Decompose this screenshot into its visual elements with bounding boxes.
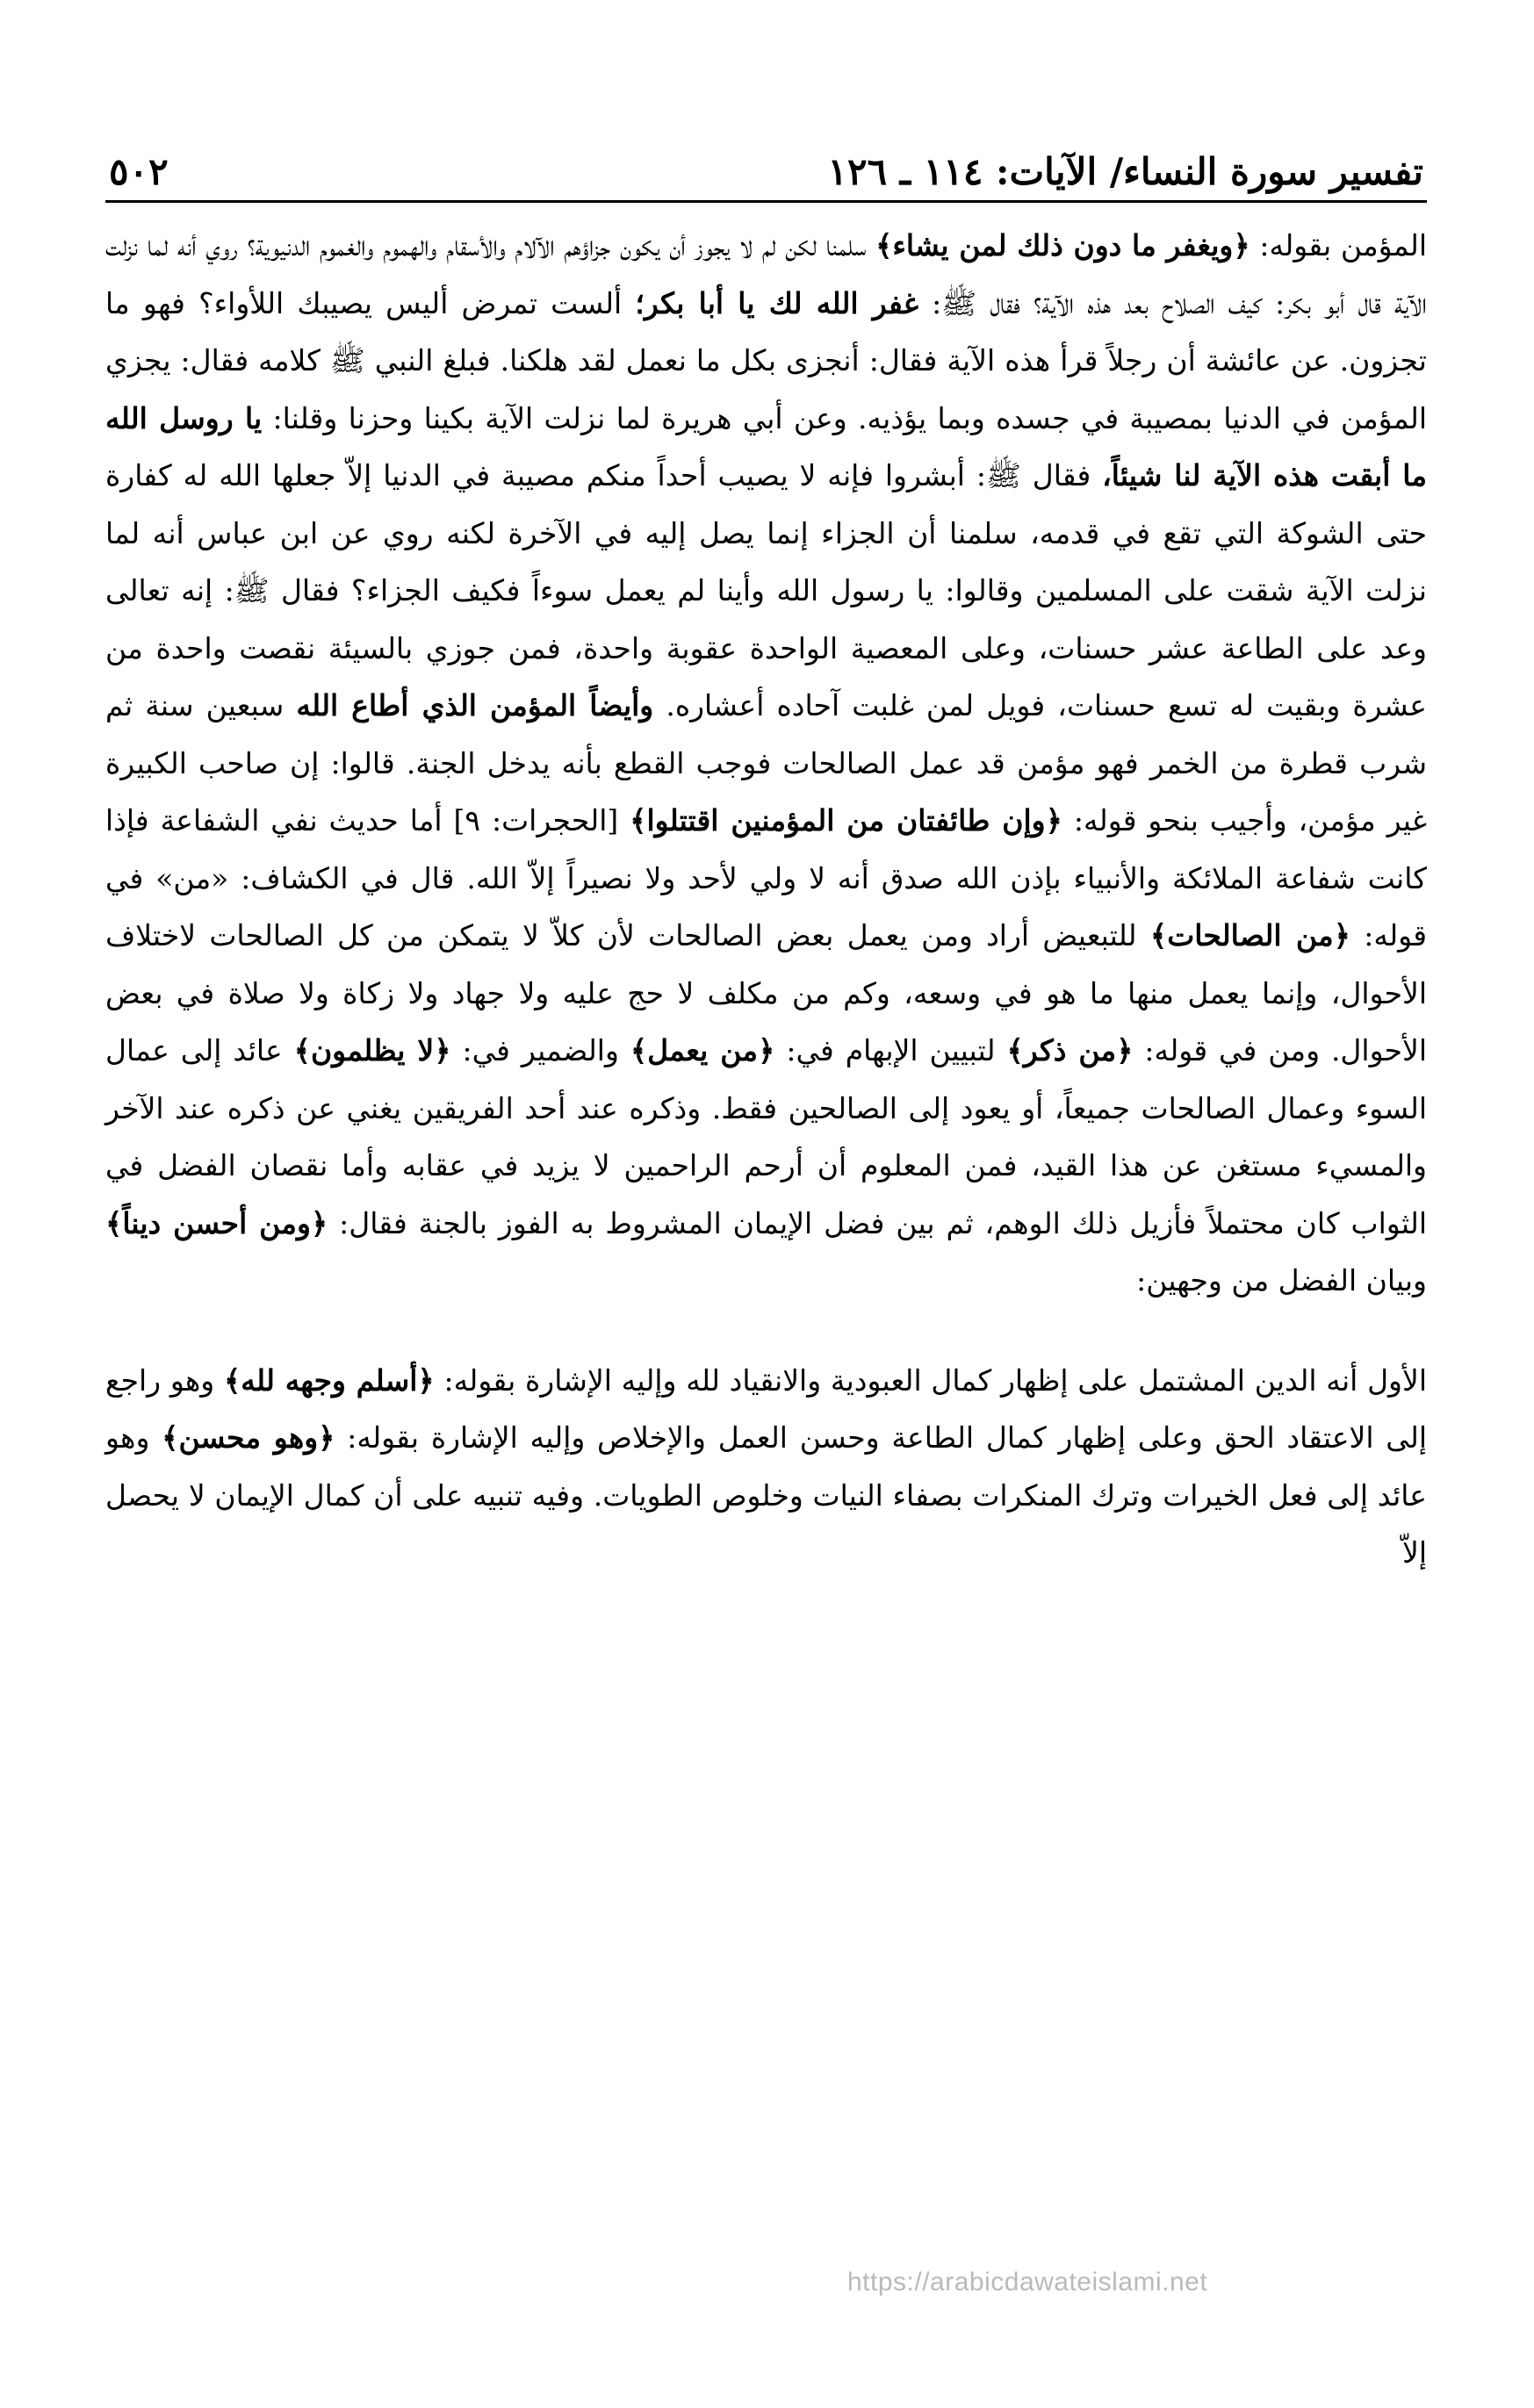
text-segment: سبعين سنة ثم شرب قطرة من الخمر فهو مؤمن قد عمل الصالحات فوجب القطع بأنه يدخل الجنة. قالوا: إن صاحب الكبيرة غير مؤمن، وأجيب بنحو قوله: <box>105 688 1427 837</box>
text-segment: الأول أنه الدين المشتمل على إظهار كمال العبودية والانقياد لله وإليه الإشارة بقوله: <box>434 1362 1427 1398</box>
quoted-text: ﴿ويغفر ما دون ذلك لمن يشاء﴾ <box>875 228 1250 262</box>
running-title: تفسير سورة النساء/ الآيات: ١١٤ ـ ١٢٦ <box>827 150 1423 193</box>
quoted-text: وأيضاً المؤمن الذي أطاع الله <box>296 688 654 722</box>
text-segment: والضمير في: <box>450 1033 630 1067</box>
text-segment: ألست تمرض أليس يصيبك اللأواء؟ فهو ما تجزون. عن عائشة أن رجلاً قرأ هذه الآية فقال: أنجزى بكل ما نعمل لقد هلكنا. فبلغ النبي ﷺ كلامه فقال: يجزي المؤمن في الدنيا بمصيبة في جسده وبما يؤذيه. وعن أبي هريرة لما نزلت الآية بكينا وحزنا وقلنا: <box>105 285 1427 435</box>
text-segment: عائد إلى عمال السوء وعمال الصالحات جميعاً، أو يعود إلى الصالحين فقط. وذكره عند أحد الفريقين يغني عن ذكره عند الآخر والمسيء مستغن عن هذا القيد، فمن المعلوم أن أرحم الراحمين لا يزيد في عقابه وأما نقصان الفضل في الثواب كان محتملاً فأزيل ذلك الوهم، ثم بين فضل الإيمان المشروط به الفوز بالجنة فقال: <box>105 1033 1427 1240</box>
text-segment: وهو راجع إلى الاعتقاد الحق وعلى إظهار كمال الطاعة وحسن العمل والإخلاص وإليه الإشارة بقوله: <box>105 1362 1427 1455</box>
quoted-text: ﴿ومن أحسن ديناً﴾ <box>105 1205 328 1240</box>
text-segment: [الحجرات: ٩] أما حديث نفي الشفاعة فإذا كانت شفاعة الملائكة والأنبياء بإذن الله صدق أنه لا ولي لأحد ولا نصيراً إلاّ الله. قال في الكشاف: «من» في قوله: <box>105 803 1427 952</box>
quoted-text: ﴿من ذكر﴾ <box>1006 1033 1134 1067</box>
book-page <box>105 132 1427 2309</box>
quoted-text: ﴿من يعمل﴾ <box>630 1033 775 1067</box>
quoted-text: ﴿وهو محسن﴾ <box>162 1420 335 1455</box>
text-segment: للتبعيض أراد ومن يعمل بعض الصالحات لأن كلاّ لا يتمكن من كل الصالحات لاختلاف الأحوال، وإنما يعمل منها ما هو في وسعه، وكم من مكلف لا حج عليه ولا جهاد ولا زكاة ولا صلاة في بعض الأحوال. ومن في قوله: <box>105 918 1428 1067</box>
text-segment: وبيان الفضل من وجهين: <box>1136 1263 1427 1297</box>
text-segment: فقال ﷺ: أبشروا فإنه لا يصيب أحداً منكم مصيبة في الدنيا إلاّ جعلها الله له كفارة حتى الشوكة التي تقع في قدمه، سلمنا أن الجزاء إنما يصل إليه في الآخرة لكنه روي عن ابن عباس أنه لما نزلت الآية شقت على المسلمين وقالوا: يا رسول الله وأينا لم يعمل سوءاً فكيف الجزاء؟ فقال ﷺ: إنه تعالى وعد على الطاعة عشر حسنات، وعلى المعصية الواحدة عقوبة واحدة، فمن جوزي بالسيئة نقصت واحدة من عشرة وبقيت له تسع حسنات، فويل لمن غلبت آحاده أعشاره. <box>105 458 1427 722</box>
paragraph-1 <box>105 217 1427 1310</box>
page-number: ٥٠٢ <box>109 150 169 193</box>
quoted-text: ﴿وإن طائفتان من المؤمنين اقتتلوا﴾ <box>630 803 1062 837</box>
quoted-text: ﴿أسلم وجهه لله﴾ <box>223 1362 435 1398</box>
quoted-text: يا روسل الله ما أبقت هذه الآية لنا شيئاً، <box>105 400 1428 492</box>
page-header <box>105 132 1427 203</box>
watermark-url: https://arabicdawateislami.net <box>847 2268 1208 2297</box>
text-segment: المؤمن بقوله: <box>1250 228 1428 262</box>
body-text <box>105 217 1427 1582</box>
quoted-text: ﴿من الصالحات﴾ <box>1149 918 1350 952</box>
paragraph-2 <box>105 1352 1427 1582</box>
quoted-text: غفر الله لك يا أبا بكر؛ <box>635 285 918 320</box>
text-segment: سلمنا لكن لم لا يجوز أن يكون جزاؤهم الآلام والأسقام والهموم والغموم الدنيوية؟ روي أنه لما نزلت الآية قال أبو بكر: كيف الصلاح بعد هذه الآية؟ فقال ﷺ: <box>105 228 1427 320</box>
text-segment: لتبيين الإبهام في: <box>774 1033 1007 1067</box>
quoted-text: ﴿لا يظلمون﴾ <box>293 1033 451 1067</box>
text-segment: وهو عائد إلى فعل الخيرات وترك المنكرات بصفاء النيات وخلوص الطويات. وفيه تنبيه على أن كمال الإيمان لا يحصل إلاّ <box>105 1420 1427 1570</box>
